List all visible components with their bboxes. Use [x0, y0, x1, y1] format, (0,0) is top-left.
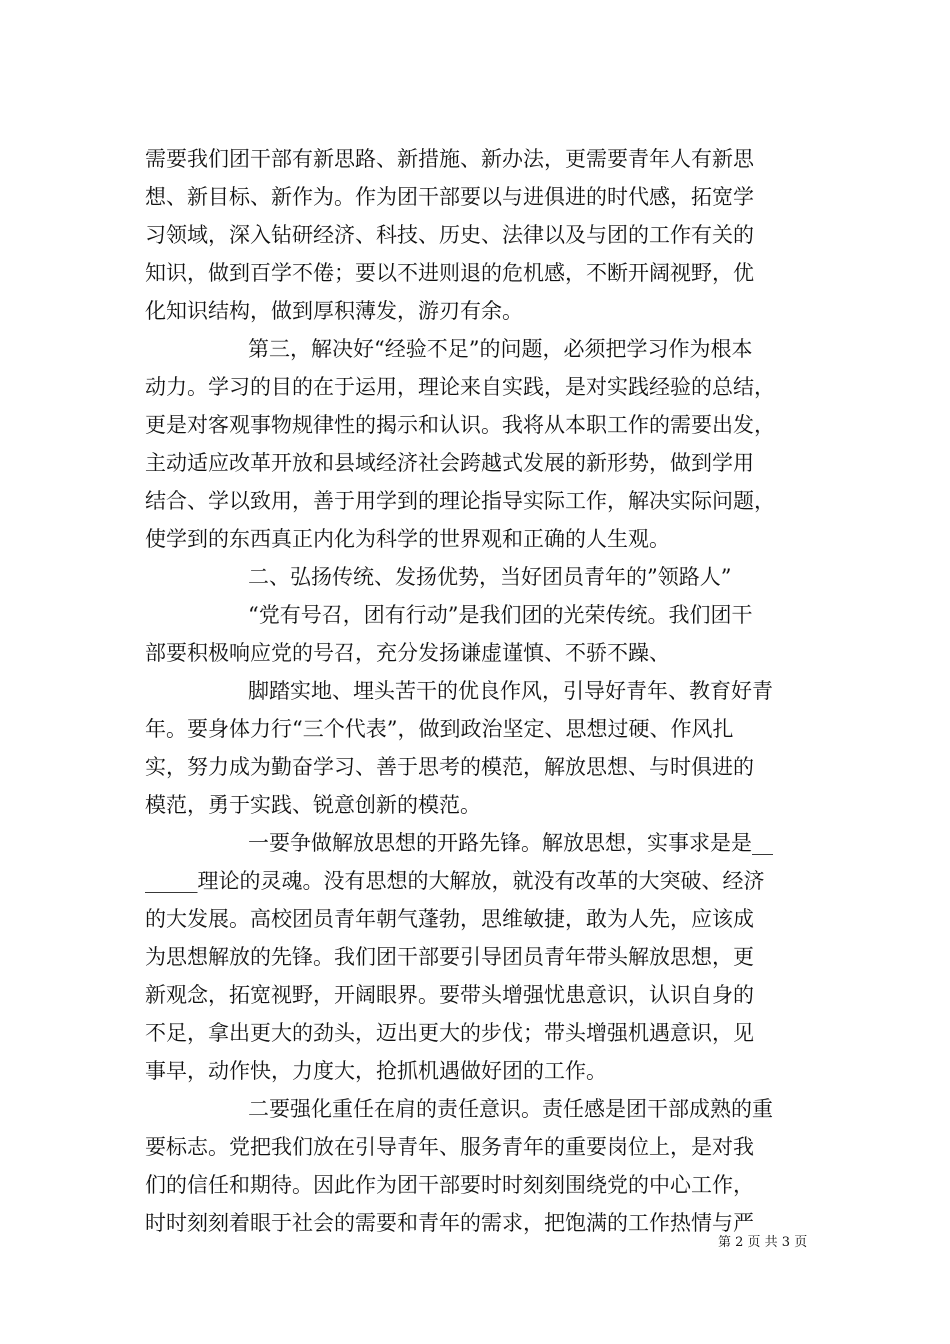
text-line: 习领域，深入钻研经济、科技、历史、法律以及与团的工作有关的: [145, 223, 754, 247]
text-line: 为思想解放的先锋。我们团干部要引导团员青年带头解放思想，更: [145, 945, 754, 969]
paragraph-start-line: 第三，解决好“经验不足”的问题，必须把学习作为根本: [248, 337, 753, 361]
text-line: 不足，拿出更大的劲头，迈出更大的步伐；带头增强机遇意识，见: [145, 1021, 754, 1045]
text-line: 主动适应改革开放和县域经济社会跨越式发展的新形势，做到学用: [145, 451, 754, 475]
text-line: 们的信任和期待。因此作为团干部要时时刻刻围绕党的中心工作，: [145, 1173, 754, 1197]
text-line: 时时刻刻着眼于社会的需要和青年的需求，把饱满的工作热情与严: [145, 1211, 754, 1235]
text-line: 更是对客观事物规律性的揭示和认识。我将从本职工作的需要出发，: [145, 413, 775, 437]
page-number-footer: 第 2 页 共 3 页: [718, 1235, 808, 1250]
text-line: 实，努力成为勤奋学习、善于思考的模范，解放思想、与时俱进的: [145, 755, 754, 779]
text-line: _____理论的灵魂。没有思想的大解放，就没有改革的大突破、经济: [145, 869, 765, 893]
text-line: 事早，动作快，力度大，抢抓机遇做好团的工作。: [145, 1059, 607, 1083]
text-line: 想、新目标、新作为。作为团干部要以与进俱进的时代感，拓宽学: [145, 185, 754, 209]
text-line: 年。要身体力行“三个代表”，做到政治坚定、思想过硬、作风扎: [145, 717, 734, 741]
text-line: 结合、学以致用，善于用学到的理论指导实际工作，解决实际问题，: [145, 489, 775, 513]
section-heading: 二、弘扬传统、发扬优势，当好团员青年的”领路人”: [248, 565, 732, 589]
text-line: 的大发展。高校团员青年朝气蓬勃，思维敏捷，敢为人先，应该成: [145, 907, 754, 931]
paragraph-start-line: 一要争做解放思想的开路先锋。解放思想，实事求是是__: [248, 831, 773, 855]
paragraph-start-line: 二要强化重任在肩的责任意识。责任感是团干部成熟的重: [248, 1097, 773, 1121]
text-line: 使学到的东西真正内化为科学的世界观和正确的人生观。: [145, 527, 670, 551]
paragraph-start-line: “党有号召，团有行动”是我们团的光荣传统。我们团干: [248, 603, 753, 627]
text-line: 新观念，拓宽视野，开阔眼界。要带头增强忧患意识，认识自身的: [145, 983, 754, 1007]
text-line: 动力。学习的目的在于运用，理论来自实践，是对实践经验的总结，: [145, 375, 775, 399]
text-line: 需要我们团干部有新思路、新措施、新办法，更需要青年人有新思: [145, 147, 754, 171]
text-line: 知识，做到百学不倦；要以不进则退的危机感，不断开阔视野，优: [145, 261, 754, 285]
text-line: 部要积极响应党的号召，充分发扬谦虚谨慎、不骄不躁、: [145, 641, 670, 665]
paragraph-start-line: 脚踏实地、埋头苦干的优良作风，引导好青年、教育好青: [248, 679, 773, 703]
text-line: 化知识结构，做到厚积薄发，游刃有余。: [145, 299, 523, 323]
text-line: 模范，勇于实践、锐意创新的模范。: [145, 793, 481, 817]
text-line: 要标志。党把我们放在引导青年、服务青年的重要岗位上，是对我: [145, 1135, 754, 1159]
